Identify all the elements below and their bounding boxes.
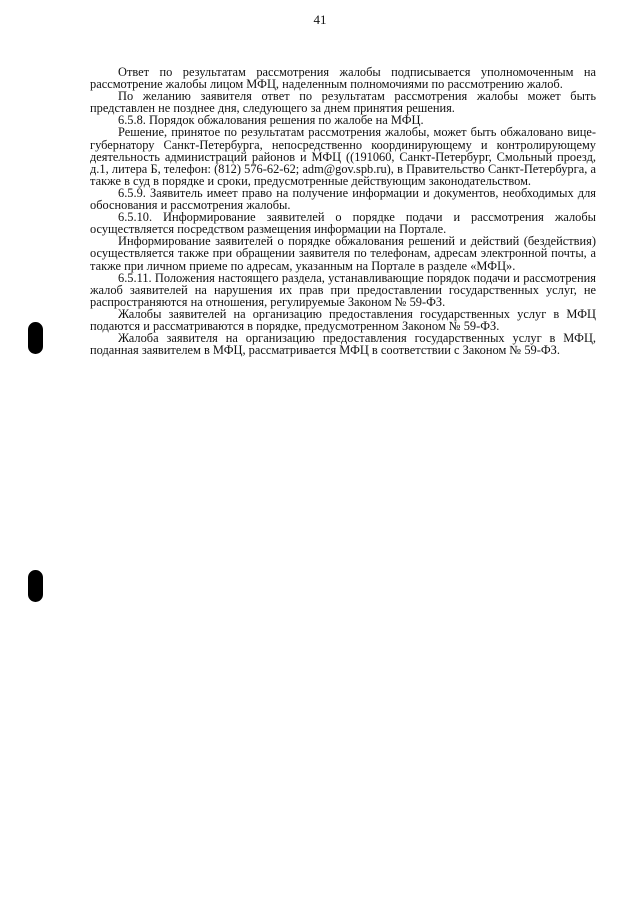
paragraph-response-signing: Ответ по результатам рассмотрения жалобы подписывается уполномоченным на рассмотрение жалобы лицом МФЦ, наделенным полномочиями по рассмотрению жалоб.: [90, 65, 596, 92]
paragraph-6-5-11: 6.5.11. Положения настоящего раздела, устанавливающие порядок подачи и рассмотрения жалоб заявителей на нарушения их прав при предоставлении государственных услуг, не распространяются на отношения, регулируемые Законом № 59-ФЗ.: [90, 270, 596, 309]
document-body: [90, 66, 596, 356]
paragraph-6-5-8-heading: 6.5.8. Порядок обжалования решения по жалобе на МФЦ.: [118, 113, 424, 128]
paragraph-6-5-10: 6.5.10. Информирование заявителей о порядке подачи и рассмотрения жалобы осуществляется посредством размещения информации на Портале.: [90, 210, 596, 237]
punch-hole-mark: [28, 322, 43, 354]
paragraph-informing-applicants: Информирование заявителей о порядке обжалования решений и действий (бездействия) осуществляется также при обращении заявителя по телефонам, адресам электронной почты, а также при личном приеме по адресам, указанным на Портале в разделе «МФЦ».: [90, 234, 596, 273]
paragraph-complaint-review: Жалоба заявителя на организацию предоставления государственных услуг в МФЦ, поданная заявителем в МФЦ, рассматривается МФЦ в соответствии с Законом № 59-ФЗ.: [90, 331, 596, 358]
paragraph-complaints-organization: Жалобы заявителей на организацию предоставления государственных услуг в МФЦ подаются и рассматриваются в порядке, предусмотренном Законом № 59-ФЗ.: [90, 306, 596, 333]
paragraph-response-timing: По желанию заявителя ответ по результатам рассмотрения жалобы может быть представлен не позднее дня, следующего за днем принятия решения.: [90, 89, 596, 116]
paragraph-6-5-9: 6.5.9. Заявитель имеет право на получение информации и документов, необходимых для обоснования и рассмотрения жалобы.: [90, 185, 596, 213]
page-number: 41: [313, 12, 327, 27]
paragraph-appeal-decision: Решение, принятое по результатам рассмотрения жалобы, может быть обжаловано вице-губернатору Санкт-Петербурга, непосредственно координирующему и контролирующему деятельность администраций районов и МФЦ ((191060, Санкт-Петербург, Смольный проезд, д.1, литера Б, телефон: (812) 576-62-62; adm@gov.spb.ru), в Правительство Санкт-Петербурга, а также в суд в порядке и сроки, предусмотренные действующим законодательством.: [90, 125, 596, 188]
punch-hole-mark: [28, 570, 43, 602]
